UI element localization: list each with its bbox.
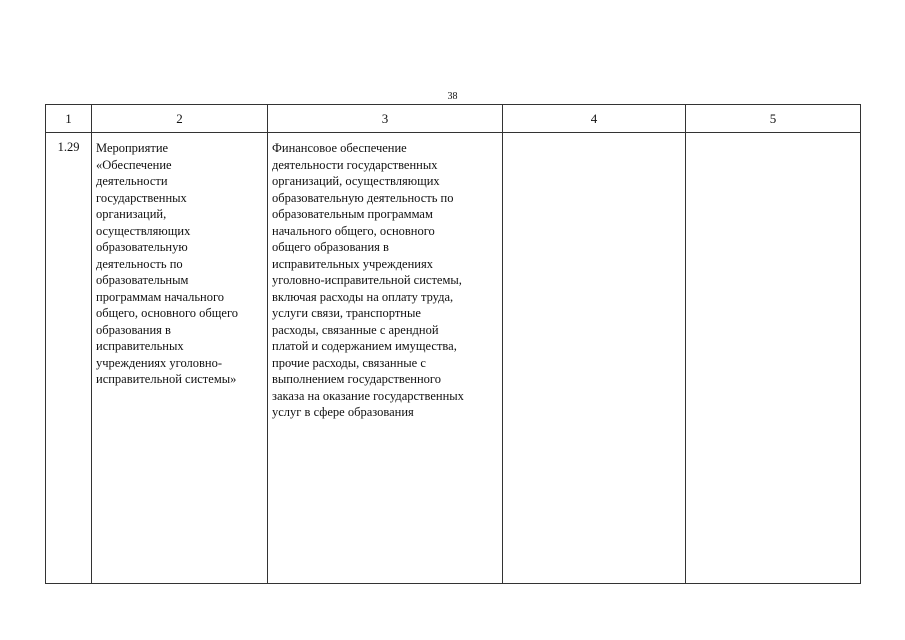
header-col-5: 5 [686,105,861,133]
document-table [45,104,861,584]
measure-description-line: расходы, связанные с арендной [272,322,439,337]
measure-description-line: начального общего, основного [272,223,435,238]
measure-description-line: платой и содержанием имущества, [272,339,457,353]
col-5-cell [686,133,861,584]
measure-name-line: общего, основного общего [96,306,239,320]
measure-name-line: осуществляющих [96,223,191,238]
measure-description-line: заказа на оказание государственных [272,388,464,403]
header-col-3: 3 [268,105,503,133]
measure-name-line: деятельность по [96,256,183,271]
measure-name-line: государственных [96,190,187,205]
measure-description-line: уголовно-исправительной системы, [272,273,462,287]
measure-description-line: деятельности государственных [272,157,438,172]
measure-name-line: образовательную [96,240,188,254]
measure-description-line: услуг в сфере образования [272,405,414,419]
measure-description-line: образовательным программам [272,207,433,221]
row-number: 1.29 [46,133,92,584]
col-4-cell [503,133,686,584]
measure-name-line: образования в [96,322,171,337]
measure-name-line: Мероприятие [96,141,169,155]
measure-description-line: включая расходы на оплату труда, [272,289,454,304]
measure-description-line: образовательную деятельность по [272,190,454,205]
measure-name-line: исправительной системы» [96,372,237,386]
header-col-4: 4 [503,105,686,133]
measure-name-text [96,140,263,388]
header-col-2: 2 [92,105,268,133]
measure-description-line: исправительных учреждениях [272,256,433,271]
measure-name-line: учреждениях уголовно- [96,355,223,370]
measure-name-line: «Обеспечение [96,157,172,172]
table-row [46,133,861,584]
header-col-1: 1 [46,105,92,133]
measure-name-line: программам начального [96,289,225,304]
measure-description-line: организаций, осуществляющих [272,174,440,188]
measure-description-line: выполнением государственного [272,372,441,386]
measure-name-cell [92,133,268,584]
measure-description-line: Финансовое обеспечение [272,141,407,155]
measure-description-line: услуги связи, транспортные [272,306,421,320]
measure-description-line: прочие расходы, связанные с [272,355,426,370]
measure-description-cell [268,133,503,584]
measure-name-line: деятельности [96,174,168,188]
measure-name-line: организаций, [96,207,167,221]
measure-name-line: образовательным [96,273,189,287]
measure-description-line: общего образования в [272,240,389,254]
measure-description-text [272,140,498,421]
page-number: 38 [447,91,458,102]
table-header-row [46,105,861,133]
measure-name-line: исправительных [96,339,184,353]
